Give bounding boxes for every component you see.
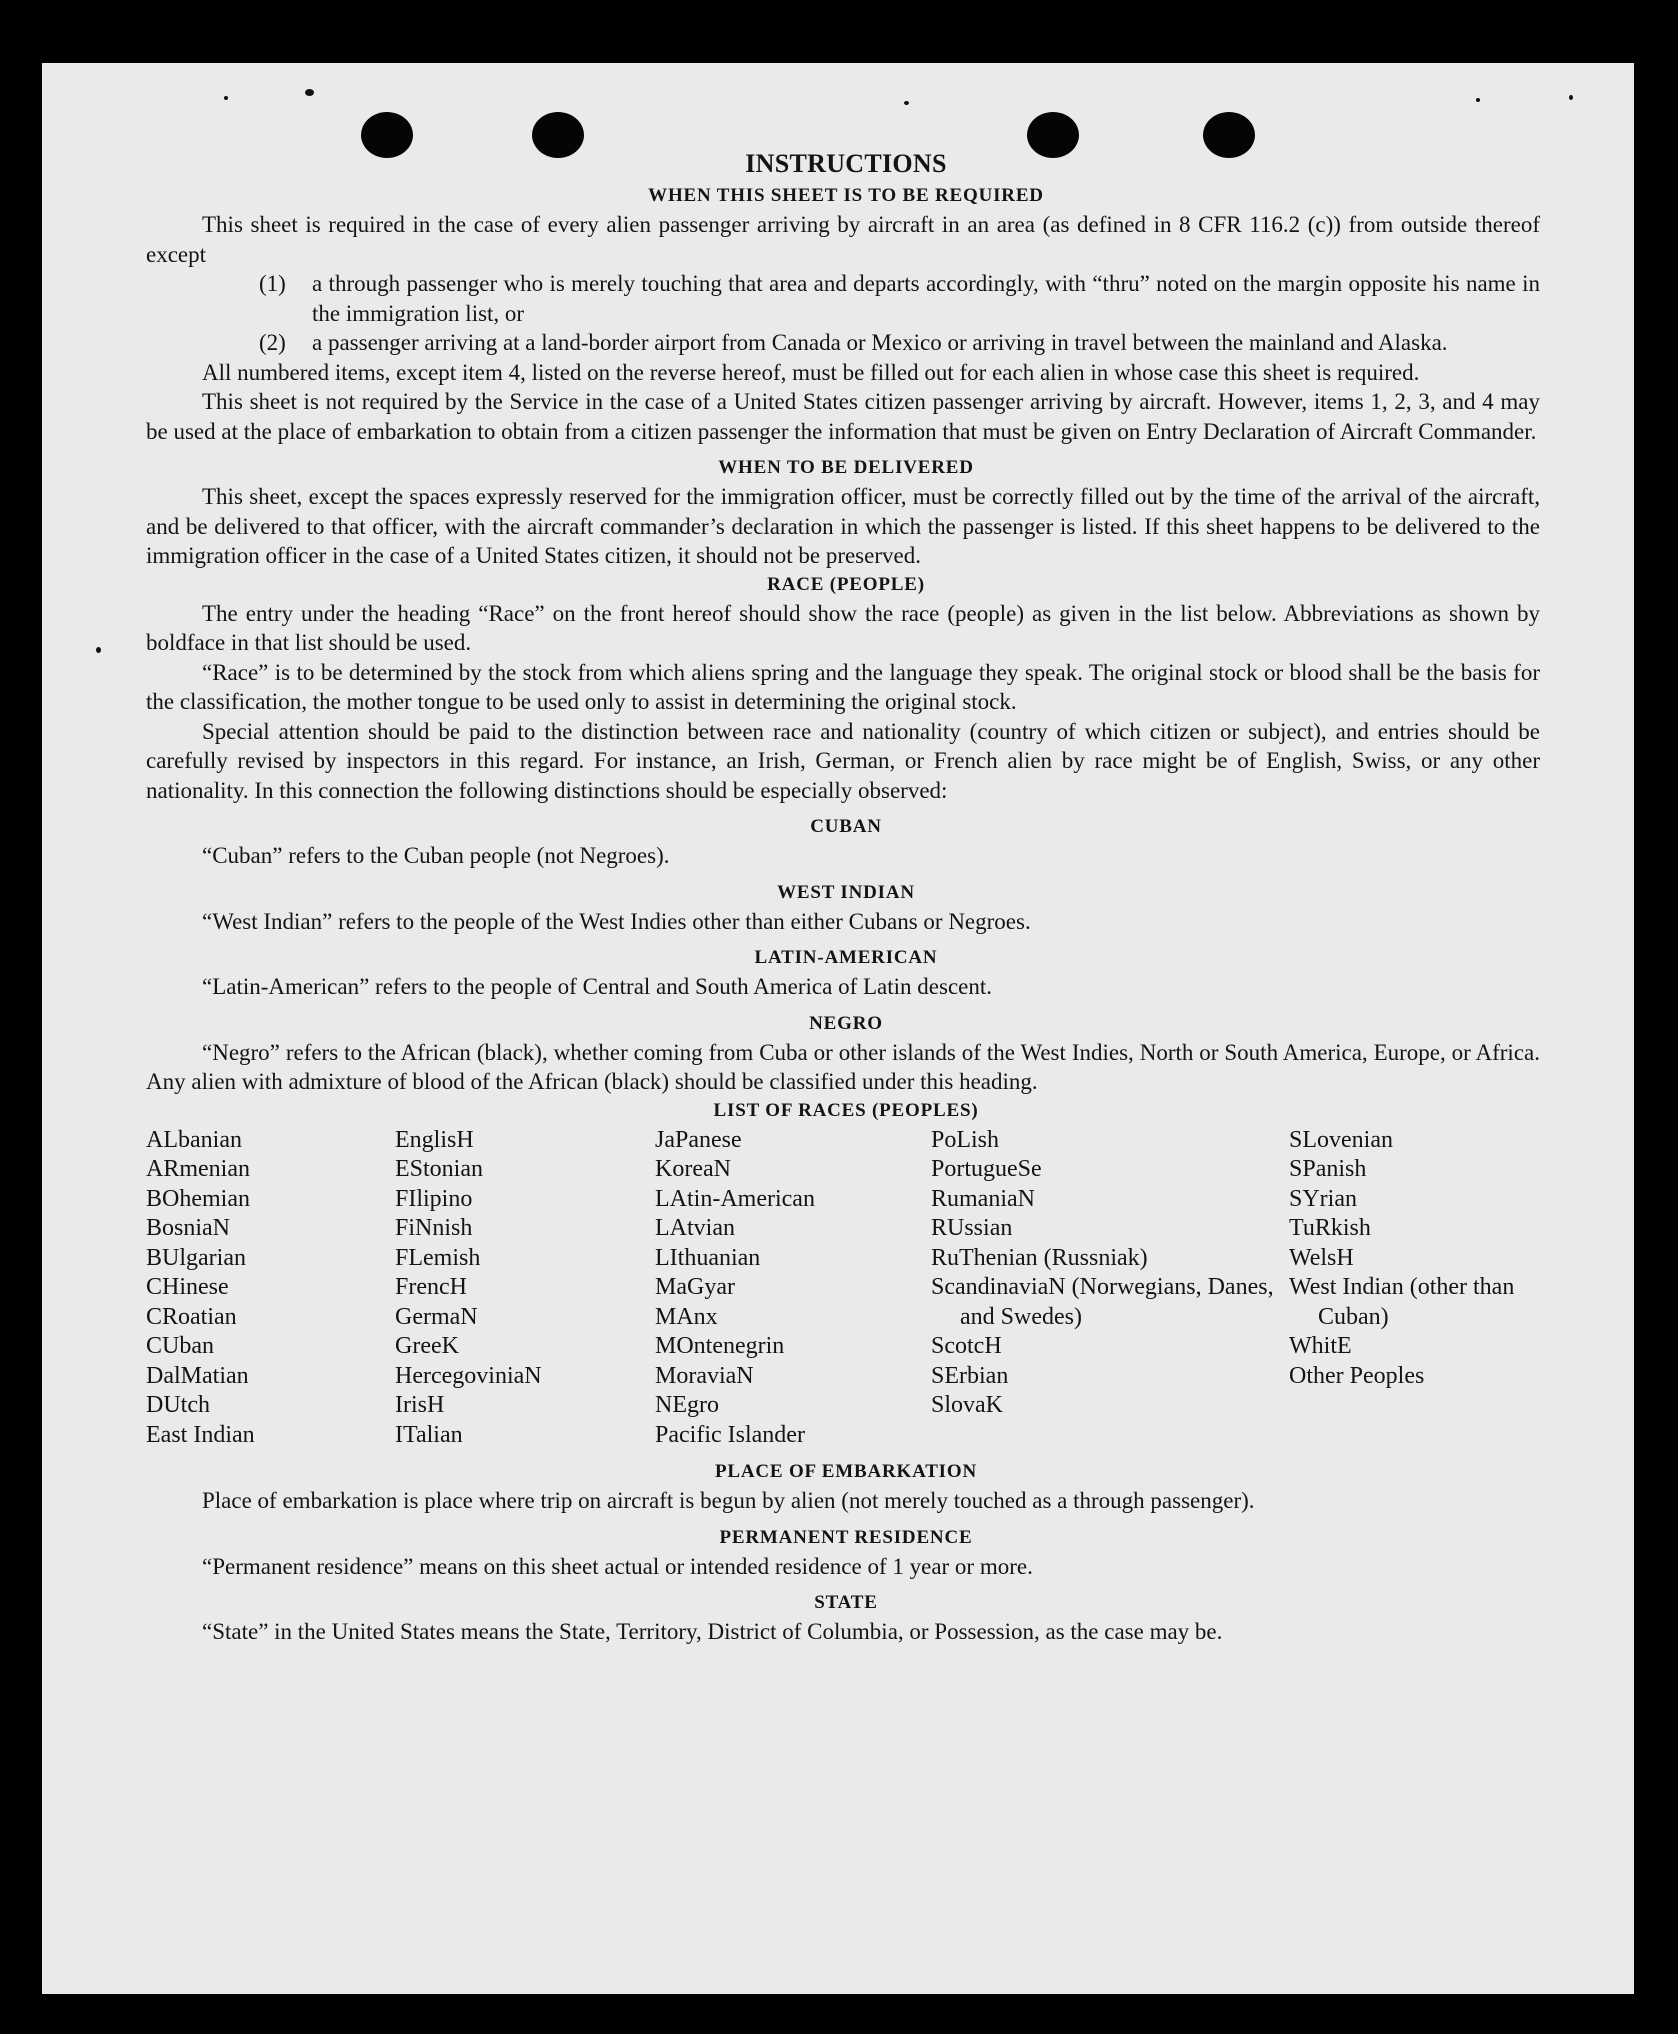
race-entry: SYrian (1289, 1185, 1357, 1212)
race-entry: RUssian (931, 1215, 1013, 1241)
paragraph: “West Indian” refers to the people of the West Indies other than either Cubans or Negroes. (202, 908, 1031, 934)
paragraph: This sheet, except the spaces expressly reserved for the immigration officer, must be correctly filled out by the time of the arrival of the aircraft, and be delivered to that officer, with the aircraft commander’s declaration in which the passenger is listed. If this sheet happens to be delivered to the immigration officer in the case of a United States citizen, it should not be preserved. (146, 484, 1540, 568)
race-entry: WhitE (1289, 1333, 1352, 1359)
race-entry: LIthuanian (655, 1244, 761, 1271)
race-entry: West Indian (other than Cuban) (1289, 1274, 1515, 1330)
race-entry: SPanish (1289, 1156, 1367, 1182)
race-entry: ITalian (395, 1421, 463, 1448)
race-column (655, 1126, 931, 1451)
race-entry: TuRkish (1289, 1215, 1371, 1241)
race-column (1289, 1126, 1540, 1451)
document-page (42, 63, 1634, 1994)
race-entry: FrencH (395, 1274, 467, 1300)
paragraph: “Race” is to be determined by the stock from which aliens spring and the language they speak. The original stock or blood shall be the basis for the classification, the mother tongue to be used only to assist in determining the original stock. (146, 659, 1540, 714)
race-entry: JaPanese (655, 1126, 742, 1153)
race-column (395, 1126, 655, 1451)
speck (96, 647, 101, 653)
race-list (146, 1126, 1540, 1451)
speck (1476, 98, 1480, 102)
race-entry: IrisH (395, 1392, 445, 1418)
paragraph: “State” in the United States means the State, Territory, District of Columbia, or Possession, as the case may be. (202, 1619, 1223, 1644)
race-entry: BOhemian (146, 1185, 250, 1212)
paragraph: All numbered items, except item 4, listed on the reverse hereof, must be filled out for each alien in whose case this sheet is required. (202, 359, 1420, 385)
race-entry: GermaN (395, 1303, 478, 1330)
race-entry: GreeK (395, 1333, 459, 1359)
paragraph: “Permanent residence” means on this sheet actual or intended residence of 1 year or more. (202, 1553, 1033, 1579)
race-entry: HercegovinіaN (395, 1362, 542, 1389)
paragraph: “Latin-American” refers to the people of Central and South America of Latin descent. (202, 974, 992, 999)
speck (305, 89, 314, 96)
speck (1569, 95, 1573, 100)
race-entry: WelsH (1289, 1244, 1354, 1271)
paragraph: This sheet is required in the case of every alien passenger arriving by aircraft in an area (as defined in 8 CFR 116.2 (c)) from outside thereof except (146, 212, 1540, 267)
race-entry: PortugueSe (931, 1156, 1042, 1182)
race-entry: RumaniaN (931, 1185, 1035, 1212)
paragraph: Special attention should be paid to the distinction between race and nationality (country of which citizen or subject), and entries should be carefully revised by inspectors in this regard. For instance, an Irish, German, or French alien by race might be of English, Swiss, or any other nationality. In this connection the following distinctions should be especially observed: (146, 718, 1540, 803)
section-heading: LIST OF RACES (PEOPLES) (713, 1099, 979, 1121)
race-entry: Other Peoples (1289, 1362, 1425, 1389)
item-text: a through passenger who is merely touching that area and departs accordingly, with “thru” noted on the margin opposite his name in the immigration list, or (312, 271, 1540, 326)
paragraph: “Negro” refers to the African (black), whether coming from Cuba or other islands of the West Indies, North or South America, Europe, or Africa. Any alien with admixture of blood of the African (black) should be classified under this heading. (146, 1039, 1540, 1094)
instructions-body (146, 146, 1540, 1647)
section-heading: CUBAN (810, 816, 882, 837)
section-heading: RACE (PEOPLE) (767, 573, 925, 595)
race-entry: FIlipino (395, 1185, 473, 1212)
race-entry: SLovenian (1289, 1126, 1393, 1153)
race-entry: MOntenegrin (655, 1333, 785, 1359)
race-entry: MaGyar (655, 1274, 735, 1300)
race-entry: EnglisH (395, 1126, 474, 1153)
page-title: INSTRUCTIONS (745, 149, 947, 178)
race-entry: FLemish (395, 1244, 481, 1271)
race-entry: NEgro (655, 1392, 719, 1418)
race-entry: CRoatian (146, 1303, 237, 1330)
race-entry: ScandinaviaN (Norwegians, Danes, and Swedes) (931, 1274, 1274, 1330)
race-entry: CUban (146, 1333, 214, 1359)
section-heading: LATIN-AMERICAN (754, 947, 938, 968)
race-entry: LAtin-American (655, 1185, 815, 1212)
speck (904, 101, 909, 105)
race-entry: BosniaN (146, 1215, 230, 1241)
section-heading: WHEN TO BE DELIVERED (718, 457, 974, 478)
speck (224, 96, 228, 100)
section-heading: STATE (814, 1592, 878, 1613)
race-entry: FiNnish (395, 1215, 473, 1241)
race-entry: KoreaN (655, 1156, 731, 1182)
list-item (146, 269, 1540, 328)
race-entry: ALbanian (146, 1126, 242, 1153)
paragraph: “Cuban” refers to the Cuban people (not Negroes). (202, 843, 670, 868)
race-entry: DalMatian (146, 1362, 249, 1389)
paragraph: This sheet is not required by the Service in the case of a United States citizen passenger arriving by aircraft. However, items 1, 2, 3, and 4 may be used at the place of embarkation to obtain from a citizen passenger the information that must be given on Entry Declaration of Aircraft Commander. (146, 389, 1540, 444)
paragraph: The entry under the heading “Race” on the front hereof should show the race (people) as given in the list below. Abbreviations as shown by boldface in that list should be used. (146, 600, 1540, 655)
race-entry: SlovaK (931, 1392, 1003, 1418)
item-number: (1) (259, 271, 286, 296)
race-entry: MoraviaN (655, 1362, 754, 1389)
race-entry: CHinese (146, 1274, 229, 1300)
race-entry: East Indian (146, 1421, 255, 1448)
race-entry: DUtch (146, 1392, 210, 1418)
race-entry: ARmenian (146, 1156, 250, 1182)
section-heading: WHEN THIS SHEET IS TO BE REQUIRED (648, 185, 1044, 206)
race-entry: RuThenian (Russniak) (931, 1244, 1148, 1271)
section-heading: WEST INDIAN (777, 881, 915, 903)
item-text: a passenger arriving at a land-border airport from Canada or Mexico or arriving in travel between the mainland and Alaska. (312, 330, 1448, 355)
paragraph: Place of embarkation is place where trip on aircraft is begun by alien (not merely touched as a through passenger). (202, 1488, 1255, 1513)
race-entry: BUlgarian (146, 1244, 246, 1271)
race-entry: LAtvian (655, 1215, 735, 1241)
race-entry: SErbian (931, 1362, 1009, 1389)
section-heading: PERMANENT RESIDENCE (719, 1526, 973, 1548)
race-entry: EStonian (395, 1156, 483, 1182)
race-entry: PoLish (931, 1126, 1000, 1153)
section-heading: NEGRO (809, 1012, 883, 1034)
race-column (146, 1126, 395, 1451)
race-entry: MAnx (655, 1303, 718, 1330)
race-column (931, 1126, 1289, 1451)
item-number: (2) (259, 330, 286, 355)
section-heading: PLACE OF EMBARKATION (715, 1461, 977, 1482)
race-entry: ScotcH (931, 1333, 1002, 1359)
race-entry: Pacific Islander (655, 1421, 805, 1448)
list-item (146, 328, 1540, 358)
